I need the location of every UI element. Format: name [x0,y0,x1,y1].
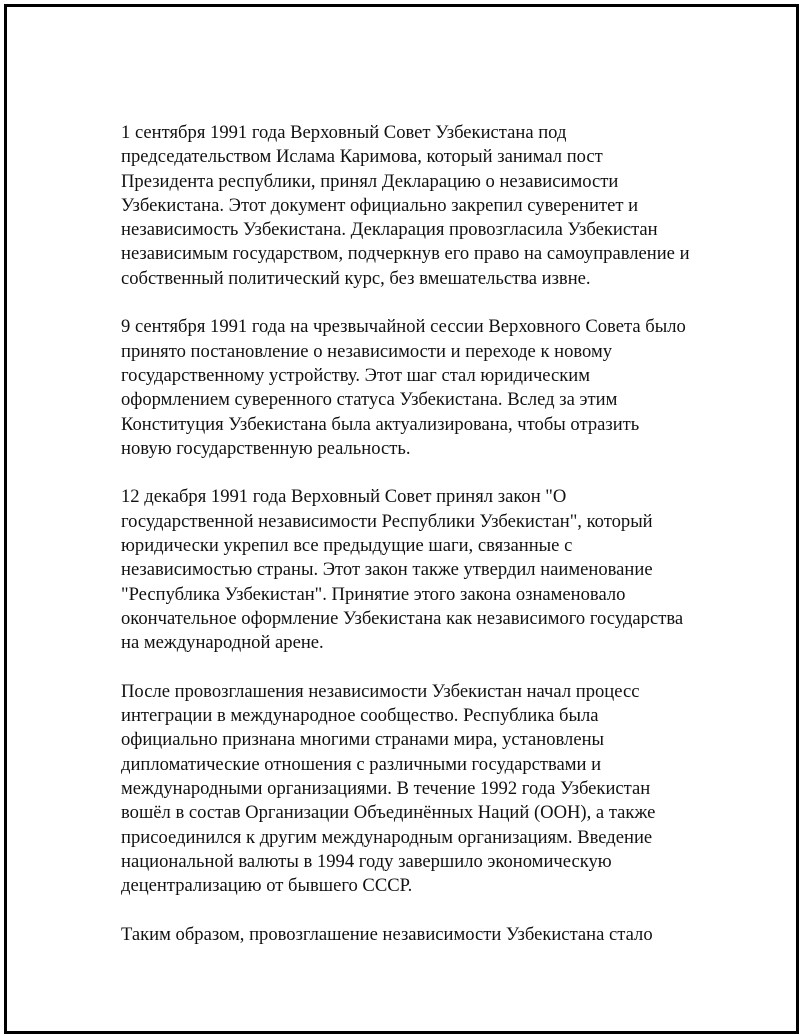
text-line: Узбекистана. Этот документ официально закрепил суверенитет и [121,194,639,216]
text-line: председательством Ислама Каримова, который занимал пост [121,146,603,168]
text-line: интеграции в международное сообщество. Республика была [121,705,599,727]
paragraph-resolution [121,315,701,461]
paragraph-conclusion [121,923,701,947]
text-line: 9 сентября 1991 года на чрезвычайной сессии Верховного Совета было [121,316,686,338]
text-line: государственному устройству. Этот шаг стал юридическим [121,364,591,386]
text-line: международными организациями. В течение 1992 года Узбекистан [121,778,651,800]
text-line: вошёл в состав Организации Объединённых Наций (ООН), а также [121,802,656,824]
text-line: независимостью страны. Этот закон также утвердил наименование [121,559,653,581]
text-line: Конституция Узбекистана была актуализирована, чтобы отразить [121,413,640,435]
text-line: юридически укрепил все предыдущие шаги, связанные с [121,535,573,557]
text-line: новую государственную реальность. [121,437,411,459]
text-line: собственный политический курс, без вмешательства извне. [121,267,591,289]
paragraph-declaration [121,121,701,291]
text-line: После провозглашения независимости Узбекистан начал процесс [121,680,640,702]
text-line: "Республика Узбекистан". Принятие этого закона ознаменовало [121,583,626,605]
text-line: официально признана многими странами мира, установлены [121,729,605,751]
document-page [4,4,799,1034]
text-line: независимым государством, подчеркнув его право на самоуправление и [121,243,690,265]
text-line: 1 сентября 1991 года Верховный Совет Узбекистана под [121,122,567,143]
text-line: оформлением суверенного статуса Узбекистана. Вслед за этим [121,389,618,411]
text-line: на международной арене. [121,632,324,654]
document-body [121,121,701,971]
text-line: Таким образом, провозглашение независимости Узбекистана стало [121,923,653,945]
text-line: Президента республики, принял Декларацию о независимости [121,170,619,192]
text-line: принято постановление о независимости и переходе к новому [121,340,613,362]
text-line: 12 декабря 1991 года Верховный Совет принял закон "О [121,486,567,508]
text-line: децентрализацию от бывшего СССР. [121,875,413,897]
text-line: государственной независимости Республики Узбекистан", который [121,510,653,532]
paragraph-law [121,485,701,655]
text-line: дипломатические отношения с различными государствами и [121,753,602,775]
text-line: независимость Узбекистана. Декларация провозгласила Узбекистан [121,219,658,241]
paragraph-integration [121,680,701,899]
text-line: национальной валюты в 1994 году завершило экономическую [121,850,612,872]
text-line: окончательное оформление Узбекистана как независимого государства [121,607,684,629]
text-line: присоединился к другим международным организациям. Введение [121,826,653,848]
